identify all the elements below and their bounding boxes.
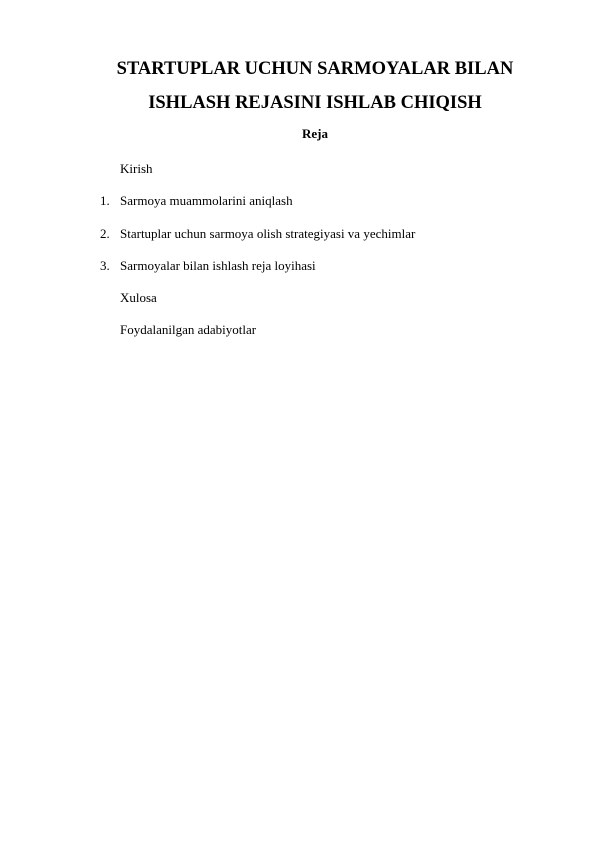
plan-item-text: Startuplar uchun sarmoya olish strategiyasi va yechimlar [120,226,416,241]
plan-item-number: 2. [100,226,110,241]
plan-item-text: Sarmoya muammolarini aniqlash [120,193,293,208]
plan-heading: Reja [302,126,328,141]
plan-item-text: Xulosa [120,290,157,305]
plan-item-text: Kirish [120,161,153,176]
document-title-line-1: STARTUPLAR UCHUN SARMOYALAR BILAN [116,59,514,79]
plan-item-number: 1. [100,193,110,208]
plan-item-number: 3. [100,258,110,273]
plan-item-text: Sarmoyalar bilan ishlash reja loyihasi [120,258,316,273]
plan-item-text: Foydalanilgan adabiyotlar [120,322,257,337]
document-title-line-2: ISHLASH REJASINI ISHLAB CHIQISH [148,93,482,113]
